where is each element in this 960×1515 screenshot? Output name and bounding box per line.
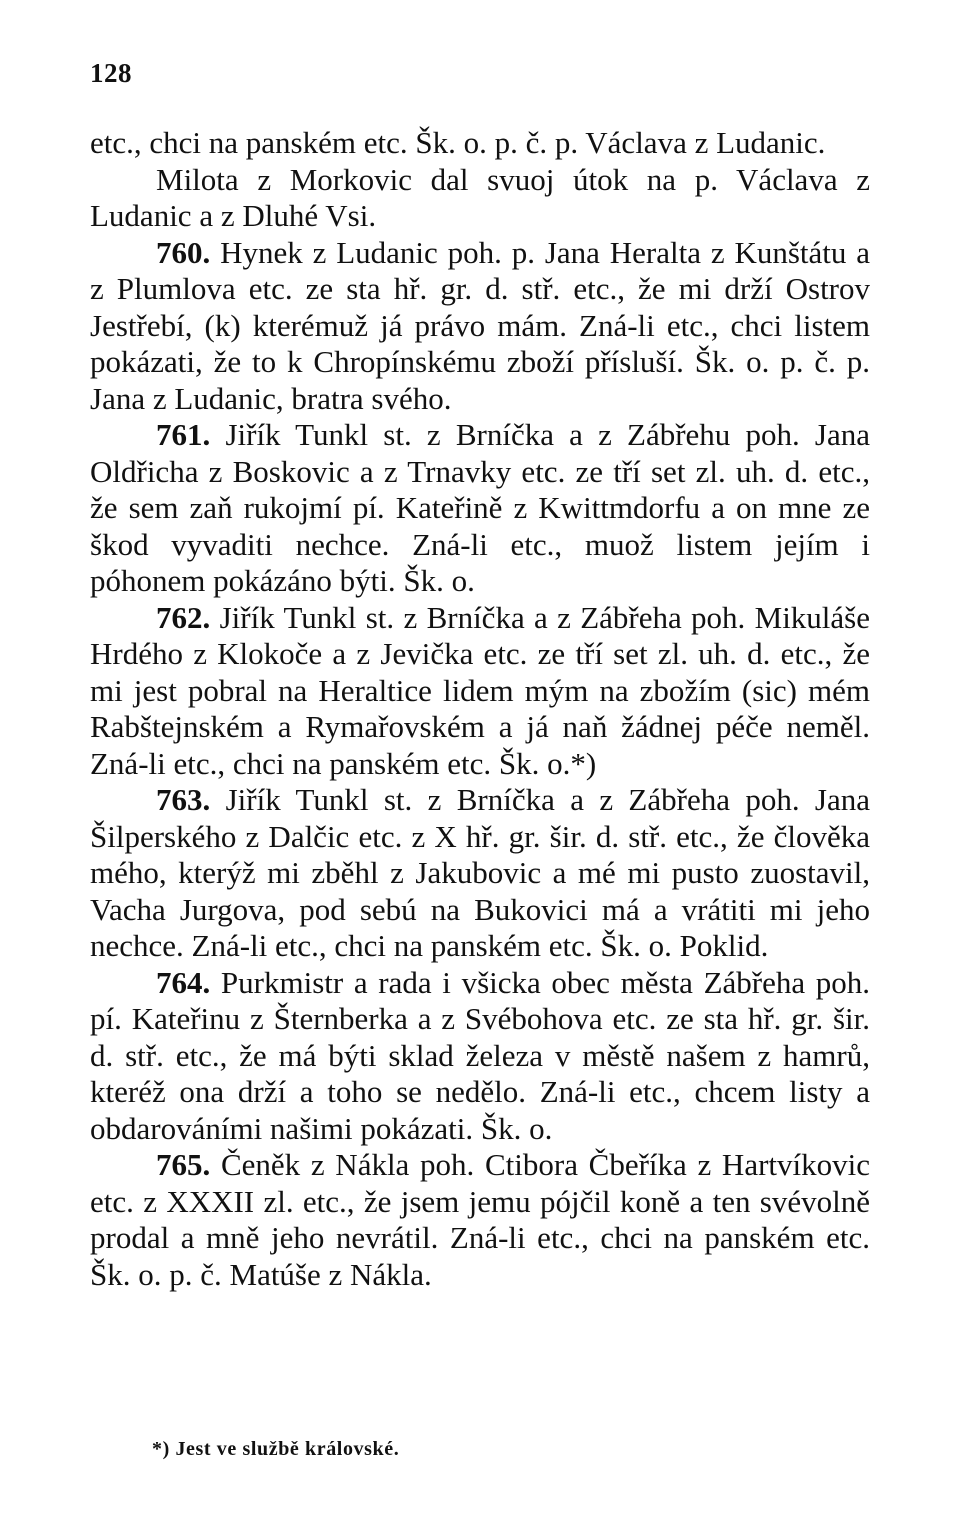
entry-text: Čeněk z Nákla poh. Ctibora Čbeříka z Hartvíkovic etc. z XXXII zl. etc., že jsem jemu pójčil koně a ten svévolně prodal a mně jeho nevrátil. Zná-li etc., chci na panském etc. Šk. o. p. č. Matúše z Nákla. (90, 1147, 870, 1292)
entry-760 (90, 235, 870, 418)
entry-762 (90, 600, 870, 783)
entry-text: Purkmistr a rada i všicka obec města Zábřeha poh. pí. Kateřinu z Šternberka a z Svébohova etc. ze sta hř. gr. šir. d. stř. etc., že má býti sklad železa v městě našem z hamrů, kteréž ona drží a toho se nedělo. Zná-li etc., chcem listy a obdarováními našimi pokázati. Šk. o. (90, 964, 871, 1146)
entry-763 (90, 782, 870, 965)
entry-number: 761. (156, 417, 211, 452)
body-text (90, 125, 870, 1293)
entry-number: 760. (156, 234, 211, 270)
entry-number: 762. (156, 599, 211, 635)
paragraph-text: Milota z Morkovic dal svuoj útok na p. Václava z Ludanic a z Dluhé Vsi. (90, 161, 870, 233)
paragraph-continuation (90, 125, 870, 162)
paragraph-text: etc., chci na panském etc. Šk. o. p. č. p. Václava z Ludanic. (90, 125, 826, 160)
entry-text: Jiřík Tunkl st. z Brníčka a z Zábřeha poh. Jana Šilperského z Dalčic etc. z X hř. gr. šir. d. stř. etc., že člověka mého, kterýž mi zběhl z Jakubovic a mé mi pusto zuostavil, Vacha Jurgova, pod sebú na Bukovici má a vrátiti mi jeho nechce. Zná-li etc., chci na panském etc. Šk. o. Poklid. (90, 782, 871, 963)
page-number: 128 (90, 58, 132, 88)
entry-text: Hynek z Ludanic poh. p. Jana Heralta z Kunštátu a z Plumlova etc. ze sta hř. gr. d. stř. etc., že mi drží Ostrov Jestřebí, (k) kterémuž já právo mám. Zná-li etc., chci listem pokázati, že to k Chropínskému zboží přísluší. Šk. o. p. č. p. Jana z Ludanic, bratra svého. (90, 234, 870, 416)
footnote: *) Jest ve službě královské. (152, 1438, 400, 1460)
entry-text: Jiřík Tunkl st. z Brníčka a z Zábřehu poh. Jana Oldřicha z Boskovic a z Trnavky etc. ze tří set zl. uh. d. etc., že sem zaň rukojmí pí. Kateřině z Kwittmdorfu a on mne ze škod vyvaditi nechce. Zná-li etc., muož listem jejím i póhonem pokázáno býti. Šk. o. (90, 417, 870, 598)
entry-765 (90, 1147, 870, 1293)
entry-text: Jiřík Tunkl st. z Brníčka a z Zábřeha poh. Mikuláše Hrdého z Klokoče a z Jevička etc. ze tří set zl. uh. d. etc., že mi jest pobral na Heraltice lidem mým na zbožím (sic) mém Rabštejnském a Rymařovském a já naň žádnej péče neměl. Zná-li etc., chci na panském etc. Šk. o.*) (90, 599, 870, 781)
entry-number: 765. (156, 1147, 211, 1182)
entry-number: 764. (156, 964, 211, 1000)
entry-761 (90, 417, 870, 600)
paragraph-note (90, 162, 870, 235)
entry-764 (90, 965, 870, 1148)
entry-number: 763. (156, 782, 211, 817)
